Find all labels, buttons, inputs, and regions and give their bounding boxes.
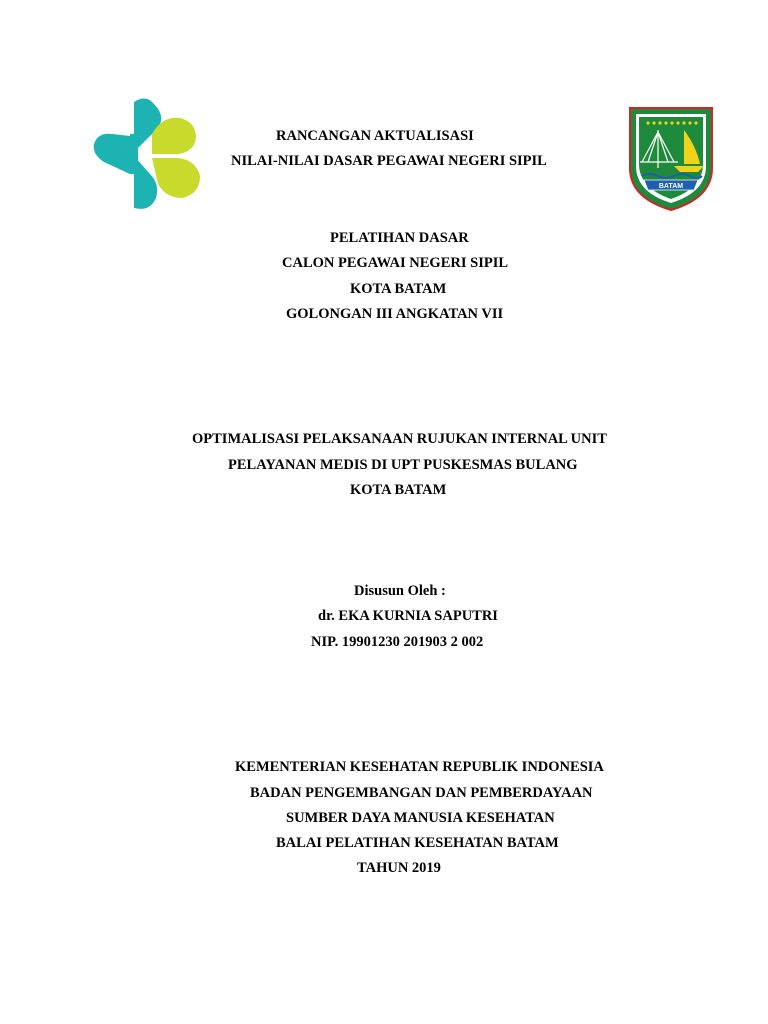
document-title-line-2: NILAI-NILAI DASAR PEGAWAI NEGERI SIPIL (231, 153, 547, 169)
logo-teal-stem (130, 134, 138, 174)
batam-emblem-icon (628, 106, 714, 212)
institution-line-2: BADAN PENGEMBANGAN DAN PEMBERDAYAAN (250, 785, 593, 801)
topic-line-3: KOTA BATAM (350, 482, 447, 498)
topic-line-1: OPTIMALISASI PELAKSANAAN RUJUKAN INTERNAL UNIT (192, 431, 607, 447)
institution-line-1: KEMENTERIAN KESEHATAN REPUBLIK INDONESIA (235, 759, 604, 775)
topic-line-2: PELAYANAN MEDIS DI UPT PUSKESMAS BULANG (228, 457, 578, 473)
author-nip: NIP. 19901230 201903 2 002 (311, 634, 484, 650)
logo-teal-left-petal (94, 134, 130, 174)
document-title-line-1: RANCANGAN AKTUALISASI (276, 128, 474, 144)
logo-lime-bottom-petal (152, 158, 200, 198)
kemenkes-logo-icon (90, 94, 210, 214)
author-label: Disusun Oleh : (354, 583, 446, 599)
institution-line-3: SUMBER DAYA MANUSIA KESEHATAN (286, 810, 555, 826)
training-line-1: PELATIHAN DASAR (330, 230, 469, 246)
training-line-4: GOLONGAN III ANGKATAN VII (286, 306, 504, 322)
emblem-stars (646, 121, 697, 124)
training-line-2: CALON PEGAWAI NEGERI SIPIL (282, 255, 509, 271)
institution-line-4: BALAI PELATIHAN KESEHATAN BATAM (276, 835, 559, 851)
emblem-ribbon-label: BATAM (658, 183, 684, 190)
institution-year: TAHUN 2019 (357, 860, 441, 876)
training-line-3: KOTA BATAM (350, 281, 447, 297)
author-name: dr. EKA KURNIA SAPUTRI (318, 608, 498, 624)
